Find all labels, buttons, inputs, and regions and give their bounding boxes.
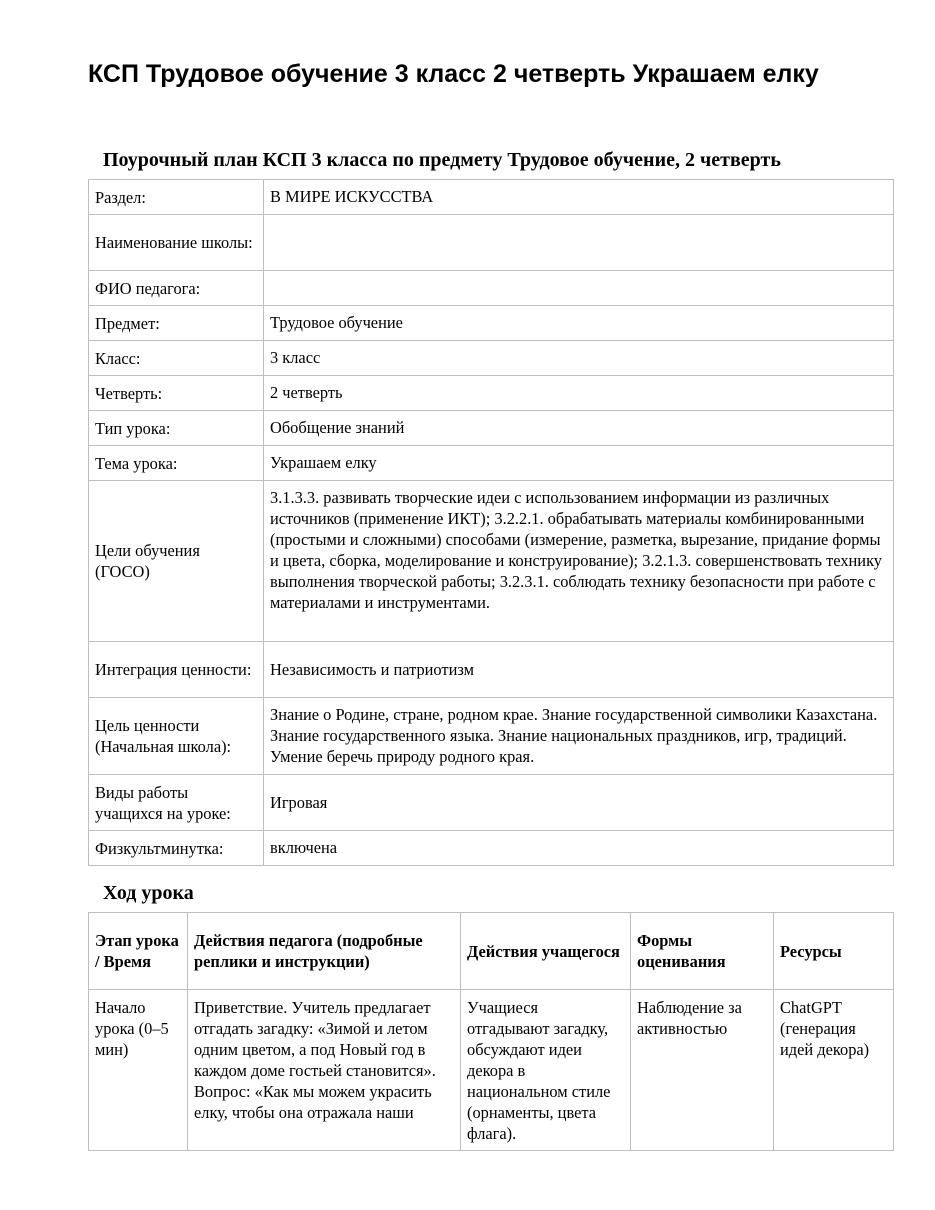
column-header-student-actions: Действия учащегося <box>461 913 631 990</box>
info-row-work-types <box>89 775 894 831</box>
info-value: Украшаем елку <box>264 446 894 481</box>
info-label: Физкультминутка: <box>89 831 264 866</box>
info-value: В МИРЕ ИСКУССТВА <box>264 180 894 215</box>
info-label: Тема урока: <box>89 446 264 481</box>
column-header-teacher-actions: Действия педагога (подробные реплики и инструкции) <box>188 913 461 990</box>
resources-text: ChatGPT (генерация идей декора) <box>780 998 870 1059</box>
document-title: КСП Трудовое обучение 3 класс 2 четверть Украшаем елку <box>88 60 819 88</box>
info-label: Класс: <box>89 341 264 376</box>
info-value: 2 четверть <box>264 376 894 411</box>
assessment-text: Наблюдение за активностью <box>637 998 742 1038</box>
info-value <box>264 215 894 271</box>
info-value: Обобщение знаний <box>264 411 894 446</box>
stage-cell <box>89 990 188 1151</box>
info-value: Знание о Родине, стране, родном крае. Знание государственной символики Казахстана. Знание государственного языка. Знание национальных праздников, игр, традиций. Умение беречь природу родного края. <box>264 698 894 775</box>
resources-cell <box>774 990 894 1151</box>
info-label: Цели обучения (ГОСО) <box>89 481 264 642</box>
info-value: Трудовое обучение <box>264 306 894 341</box>
teacher-actions-cell <box>188 990 461 1151</box>
info-row-school <box>89 215 894 271</box>
assessment-cell <box>631 990 774 1151</box>
info-row-section <box>89 180 894 215</box>
info-label: ФИО педагога: <box>89 271 264 306</box>
info-label: Тип урока: <box>89 411 264 446</box>
info-value: Игровая <box>264 775 894 831</box>
column-header-assessment: Формы оценивания <box>631 913 774 990</box>
info-label: Раздел: <box>89 180 264 215</box>
info-row-value-integration <box>89 642 894 698</box>
teacher-actions-text: Приветствие. Учитель предлагает отгадать загадку: «Зимой и летом одним цветом, а под Новый год в каждом доме гостьей становится». Вопрос: «Как мы можем украсить елку, чтобы она отражала наши <box>194 998 436 1122</box>
info-value: 3 класс <box>264 341 894 376</box>
student-actions-cell <box>461 990 631 1151</box>
course-heading: Ход урока <box>103 882 194 904</box>
course-header-row <box>89 913 894 990</box>
info-label: Предмет: <box>89 306 264 341</box>
info-value: включена <box>264 831 894 866</box>
info-row-topic <box>89 446 894 481</box>
table-row <box>89 990 894 1151</box>
info-label: Виды работы учащихся на уроке: <box>89 775 264 831</box>
info-label: Цель ценности (Начальная школа): <box>89 698 264 775</box>
info-label: Наименование школы: <box>89 215 264 271</box>
plan-heading: Поурочный план КСП 3 класса по предмету Трудовое обучение, 2 четверть <box>103 149 781 171</box>
info-row-quarter <box>89 376 894 411</box>
info-row-grade <box>89 341 894 376</box>
info-row-objectives <box>89 481 894 642</box>
student-actions-text: Учащиеся отгадывают загадку, обсуждают идеи декора в национальном стиле (орнаменты, цвета флага). <box>467 998 611 1143</box>
info-label: Интеграция ценности: <box>89 642 264 698</box>
info-value: Независимость и патриотизм <box>264 642 894 698</box>
stage-text: Начало урока (0–5 мин) <box>95 998 169 1059</box>
info-row-subject <box>89 306 894 341</box>
info-row-lesson-type <box>89 411 894 446</box>
info-label: Четверть: <box>89 376 264 411</box>
info-value: 3.1.3.3. развивать творческие идеи с использованием информации из различных источников (применение ИКТ); 3.2.2.1. обрабатывать материалы комбинированными (простыми и сложными) способами (измерение, разметка, вырезание, придание формы и цвета, сборка, моделирование и конструирование); 3.2.1.3. совершенствовать технику выполнения творческой работы; 3.2.3.1. соблюдать технику безопасности при работе с материалами и инструментами. <box>264 481 894 642</box>
lesson-info-table <box>88 179 894 866</box>
info-row-teacher <box>89 271 894 306</box>
column-header-resources: Ресурсы <box>774 913 894 990</box>
info-row-value-goal <box>89 698 894 775</box>
column-header-stage: Этап урока / Время <box>89 913 188 990</box>
info-value <box>264 271 894 306</box>
lesson-course-table <box>88 912 894 1151</box>
info-row-exercise-break <box>89 831 894 866</box>
